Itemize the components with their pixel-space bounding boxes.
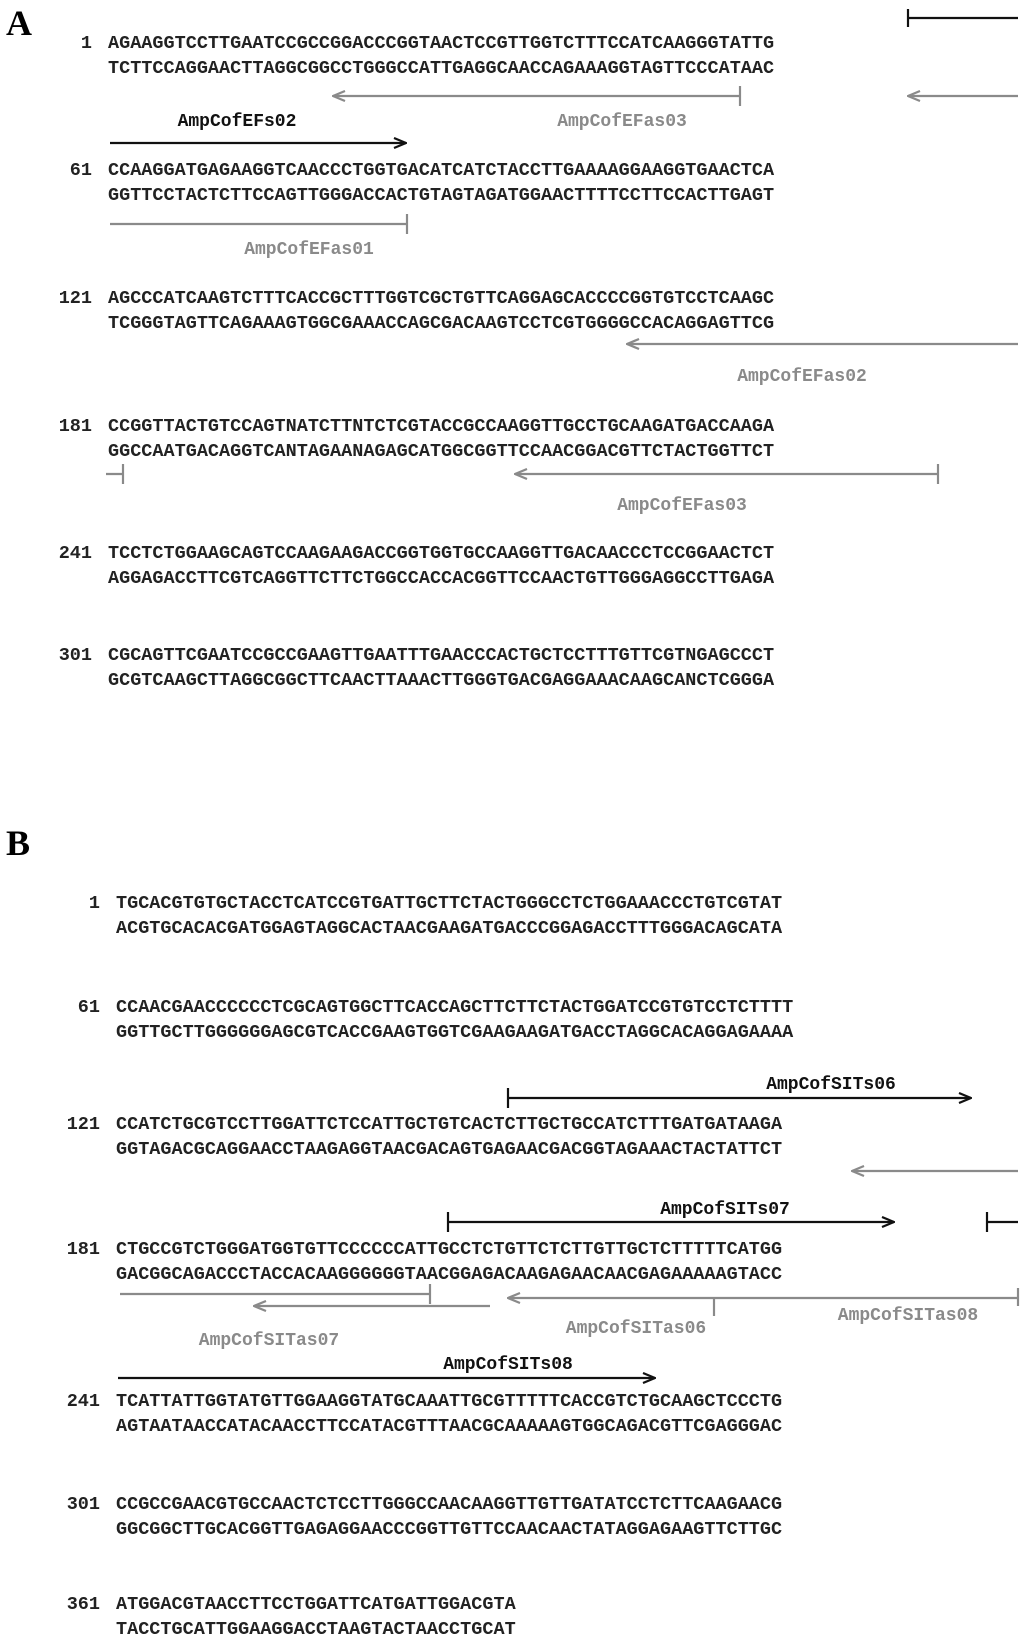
primer-arrow-sense bbox=[508, 1088, 971, 1108]
primer-label-ampcofsits08: AmpCofSITs08 bbox=[443, 1355, 573, 1375]
primer-label-ampcofefas01: AmpCofEFas01 bbox=[244, 240, 374, 260]
seq-position: 61 bbox=[69, 160, 92, 181]
seq-position: 241 bbox=[66, 1391, 100, 1412]
seq-position: 301 bbox=[66, 1494, 100, 1515]
sequence-bottom-strand: GGCGGCTTGCACGGTTGAGAGGAACCCGGTTGTTCCAACAACTATAGGAGAAGTTCTTGC bbox=[116, 1519, 783, 1540]
primer-label-ampcofefs02: AmpCofEFs02 bbox=[177, 112, 297, 132]
sequence-bottom-strand: GCGTCAAGCTTAGGCGGCTTCAACTTAAACTTGGGTGACGAGGAAACAAGCANCTCGGGA bbox=[108, 670, 775, 691]
sequence-top-strand: CGCAGTTCGAATCCGCCGAAGTTGAATTTGAACCCACTGCTCCTTTGTTCGTNGAGCCCT bbox=[108, 645, 775, 666]
panel-label-b: B bbox=[6, 823, 31, 863]
seq-position: 61 bbox=[77, 997, 100, 1018]
sequence-top-strand: ATGGACGTAACCTTCCTGGATTCATGATTGGACGTA bbox=[116, 1594, 516, 1615]
sequence-top-strand: CCGCCGAACGTGCCAACTCTCCTTGGGCCAACAAGGTTGTTGATATCCTCTTCAAGAACG bbox=[116, 1494, 783, 1515]
primer-label-ampcofefas02: AmpCofEFas02 bbox=[737, 367, 867, 387]
primer-start-tick bbox=[908, 9, 1018, 27]
sequence-top-strand: CCGGTTACTGTCCAGTNATCTTNTCTCGTACCGCCAAGGTTGCCTGCAAGATGACCAAGA bbox=[108, 416, 775, 437]
sequence-top-strand: TCCTCTGGAAGCAGTCCAAGAAGACCGGTGGTGCCAAGGTTGACAACCCTCCGGAACTCT bbox=[108, 543, 775, 564]
primer-label-ampcofefas03: AmpCofEFas03 bbox=[557, 112, 687, 132]
sequence-top-strand: CCAACGAACCCCCCTCGCAGTGGCTTCACCAGCTTCTTCTACTGGATCCGTGTCCTCTTTT bbox=[116, 997, 794, 1018]
primer-start-tick bbox=[987, 1212, 1018, 1232]
sequence-bottom-strand: TCTTCCAGGAACTTAGGCGGCCTGGGCCATTGAGGCAACCAGAAAGGTAGTTCCCATAAC bbox=[108, 58, 775, 79]
primer-arrow-antisense bbox=[333, 86, 740, 106]
sequence-bottom-strand: GGTTCCTACTCTTCCAGTTGGGACCACTGTAGTAGATGGAACTTTTCCTTCCACTTGAGT bbox=[108, 185, 775, 206]
seq-position: 1 bbox=[80, 33, 92, 54]
seq-position: 181 bbox=[58, 416, 92, 437]
sequence-top-strand: CCATCTGCGTCCTTGGATTCTCCATTGCTGTCACTCTTGCTGCCATCTTTGATGATAAGA bbox=[116, 1114, 783, 1135]
sequence-bottom-strand: AGGAGACCTTCGTCAGGTTCTTCTGGCCACCACGGTTCCAACTGTTGGGAGGCCTTGAGA bbox=[108, 568, 775, 589]
sequence-bottom-strand: GGTTGCTTGGGGGGAGCGTCACCGAAGTGGTCGAAGAAGATGACCTAGGCACAGGAGAAAA bbox=[116, 1022, 794, 1043]
sequence-bottom-strand: GGTAGACGCAGGAACCTAAGAGGTAACGACAGTGAGAACGACGGTAGAAACTACTATTCT bbox=[116, 1139, 783, 1160]
sequence-top-strand: TGCACGTGTGCTACCTCATCCGTGATTGCTTCTACTGGGCCTCTGGAAACCCTGTCGTAT bbox=[116, 893, 783, 914]
sequence-bottom-strand: TACCTGCATTGGAAGGACCTAAGTACTAACCTGCAT bbox=[116, 1619, 516, 1640]
primer-label-ampcofefas03: AmpCofEFas03 bbox=[617, 496, 747, 516]
sequence-top-strand: AGAAGGTCCTTGAATCCGCCGGACCCGGTAACTCCGTTGGTCTTTCCATCAAGGGTATTG bbox=[108, 33, 775, 54]
sequence-top-strand: AGCCCATCAAGTCTTTCACCGCTTTGGTCGCTGTTCAGGAGCACCCCGGTGTCCTCAAGC bbox=[108, 288, 775, 309]
seq-position: 181 bbox=[66, 1239, 100, 1260]
seq-position: 361 bbox=[66, 1594, 100, 1615]
panel-label-a: A bbox=[6, 3, 32, 43]
seq-position: 121 bbox=[66, 1114, 100, 1135]
sequence-bottom-strand: ACGTGCACACGATGGAGTAGGCACTAACGAAGATGACCCGGAGACCTTTGGGACAGCATA bbox=[116, 918, 783, 939]
primer-label-ampcofsitas06: AmpCofSITas06 bbox=[565, 1319, 707, 1339]
seq-position: 301 bbox=[58, 645, 92, 666]
seq-position: 1 bbox=[88, 893, 100, 914]
primer-label-ampcofsits07: AmpCofSITs07 bbox=[660, 1200, 790, 1220]
sequence-bottom-strand: GGCCAATGACAGGTCANTAGAANAGAGCATGGCGGTTCCAACGGACGTTCTACTGGTTCT bbox=[108, 441, 775, 462]
primer-arrow-antisense bbox=[120, 1284, 430, 1304]
sequence-bottom-strand: GACGGCAGACCCTACCACAAGGGGGGTAACGGAGACAAGAGAACAACGAGAAAAAGTACC bbox=[116, 1264, 783, 1285]
sequence-bottom-strand: TCGGGTAGTTCAGAAAGTGGCGAAACCAGCGACAAGTCCTCGTGGGGCCACAGGAGTTCG bbox=[108, 313, 775, 334]
primer-label-ampcofsitas07: AmpCofSITas07 bbox=[198, 1331, 340, 1351]
primer-arrow-antisense bbox=[508, 1298, 714, 1316]
seq-position: 121 bbox=[58, 288, 92, 309]
primer-arrow-antisense bbox=[714, 1288, 1018, 1306]
sequence-bottom-strand: AGTAATAACCATACAACCTTCCATACGTTTAACGCAAAAAGTGGCAGACGTTCGAGGGAC bbox=[116, 1416, 783, 1437]
primer-arrow-antisense bbox=[515, 464, 938, 484]
seq-position: 241 bbox=[58, 543, 92, 564]
sequence-top-strand: CCAAGGATGAGAAGGTCAACCCTGGTGACATCATCTACCTTGAAAAGGAAGGTGAACTCA bbox=[108, 160, 775, 181]
primer-arrow-antisense bbox=[110, 214, 407, 234]
primer-arrow-antisense-end bbox=[106, 464, 123, 484]
primer-label-ampcofsitas08: AmpCofSITas08 bbox=[837, 1306, 979, 1326]
primer-label-ampcofsits06: AmpCofSITs06 bbox=[766, 1075, 896, 1095]
sequence-top-strand: CTGCCGTCTGGGATGGTGTTCCCCCCATTGCCTCTGTTCTCTTGTTGCTCTTTTTCATGG bbox=[116, 1239, 783, 1260]
sequence-top-strand: TCATTATTGGTATGTTGGAAGGTATGCAAATTGCGTTTTTCACCGTCTGCAAGCTCCCTG bbox=[116, 1391, 783, 1412]
